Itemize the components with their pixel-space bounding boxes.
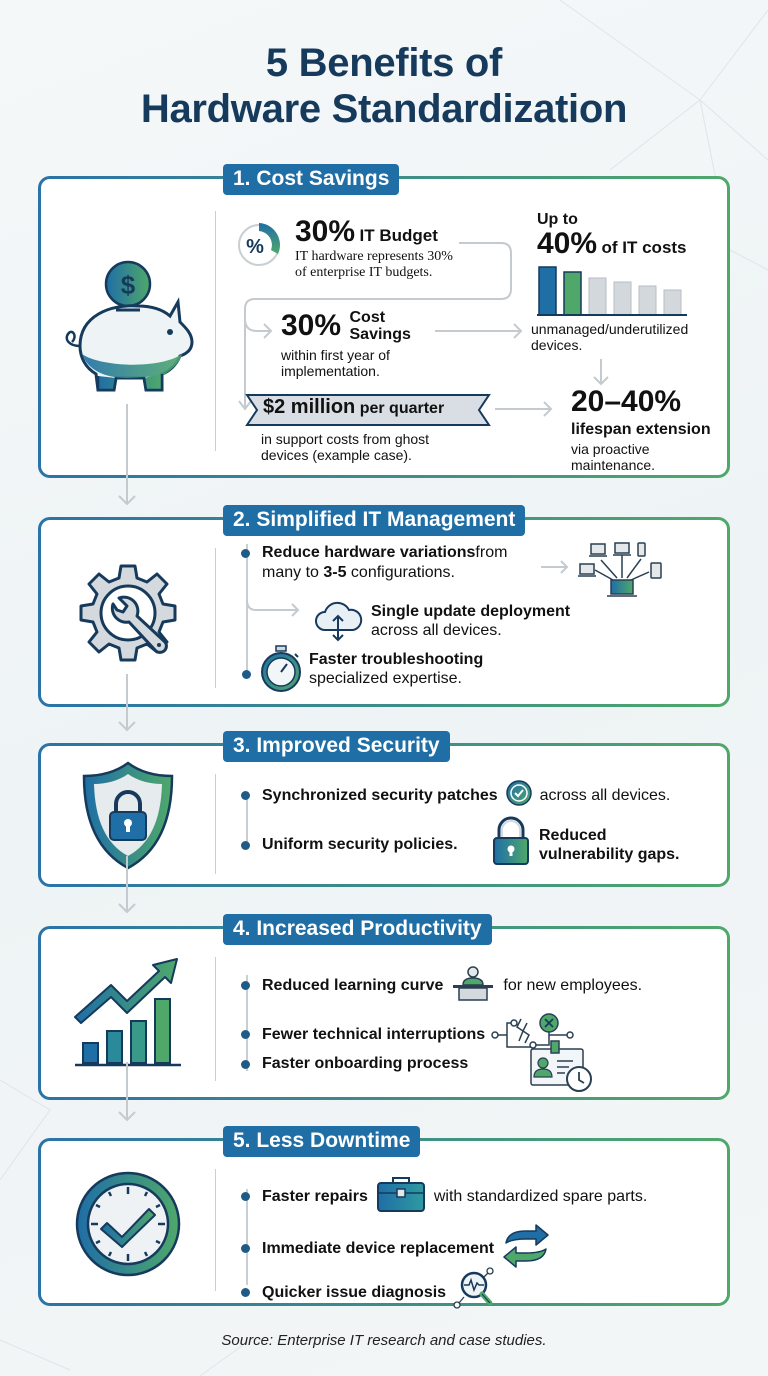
toolbox-icon xyxy=(376,1175,426,1218)
bullet-dot xyxy=(241,1060,250,1069)
magnifier-pulse-icon xyxy=(452,1267,500,1318)
id-badge-clock-icon xyxy=(529,1039,599,1099)
bullet-dot xyxy=(242,670,251,679)
divider xyxy=(215,957,216,1081)
bullet-dot xyxy=(241,1192,250,1201)
check-circle-icon xyxy=(506,780,532,811)
percent-icon xyxy=(233,219,285,275)
stopwatch-icon xyxy=(259,644,303,698)
section-improved-security xyxy=(38,734,730,887)
list-item: Uniform security policies. xyxy=(241,836,458,854)
svg-text:$: $ xyxy=(120,270,136,300)
unmanaged-prefix: Up to xyxy=(537,211,578,228)
divider xyxy=(215,774,216,874)
bullet-dot xyxy=(241,1244,250,1253)
section-simplified-it-management xyxy=(38,508,730,707)
section-title: 3. Improved Security xyxy=(223,731,450,762)
section-title: 1. Cost Savings xyxy=(223,164,399,195)
gear-wrench-icon xyxy=(41,540,215,690)
lifespan-stat: 20–40% xyxy=(571,385,682,418)
cost-savings-stat: 30% Cost Savings xyxy=(281,309,411,343)
divider xyxy=(215,1169,216,1291)
bullet-dot xyxy=(241,791,250,800)
section-title: 5. Less Downtime xyxy=(223,1126,420,1157)
it-budget-desc: IT hardware represents 30% of enterprise IT budgets. xyxy=(295,249,453,280)
it-budget-stat: 30% IT Budget xyxy=(295,215,438,248)
title-line-2: Hardware Standardization xyxy=(140,87,628,131)
cloud-sync-icon xyxy=(313,600,363,646)
cost-savings-desc: within first year of implementation. xyxy=(281,347,390,379)
section-cost-savings: 1. Cost Savings $ % 30% IT Budget IT hardware represents 30% of enterprise IT budgets. 30% Cost Savings within first year of implementation. $2 million per quarter in support costs from ghost devices (example case). Up to 40% of IT costs unmanaged/underutilized devices. 20–40% lifespan extension via proactive maintenance. xyxy=(38,176,730,478)
swap-arrows-icon xyxy=(502,1223,550,1274)
padlock-icon xyxy=(491,816,531,870)
lifespan-label: lifespan extension xyxy=(571,421,711,438)
branch-arrow xyxy=(246,600,306,620)
title-line-1: 5 Benefits of xyxy=(265,41,503,85)
section-less-downtime xyxy=(38,1129,730,1306)
source-note: Source: Enterprise IT research and case studies. xyxy=(221,1332,547,1349)
divider xyxy=(215,211,216,451)
list-item: Reduced learning curve for new employees. xyxy=(241,965,642,1006)
down-arrow-icon xyxy=(117,1062,137,1124)
clock-check-icon xyxy=(41,1149,215,1299)
bullet-dot xyxy=(241,841,250,850)
ghost-cost-desc: in support costs from ghost devices (example case). xyxy=(261,431,430,463)
trainer-desk-icon xyxy=(451,965,495,1006)
bullet-dot xyxy=(241,1030,250,1039)
page-title xyxy=(0,40,768,132)
list-item: Faster repairs with standardized spare parts. xyxy=(241,1175,647,1218)
down-arrow-icon xyxy=(117,674,137,734)
section-increased-productivity xyxy=(38,917,730,1100)
reduced-gaps-text: Reduced vulnerability gaps. xyxy=(539,827,680,863)
lifespan-desc: via proactive maintenance. xyxy=(571,441,656,473)
list-item: Quicker issue diagnosis xyxy=(241,1267,500,1318)
down-arrow-icon xyxy=(117,856,137,916)
bullet-dot xyxy=(241,549,250,558)
list-item: Faster onboarding process xyxy=(241,1055,468,1073)
unmanaged-stat: 40% of IT costs xyxy=(537,227,687,260)
list-item: Single update deployment across all devices. xyxy=(371,603,571,639)
devices-network-icon xyxy=(577,542,669,606)
list-item: Reduce hardware variations from xyxy=(241,544,507,562)
unmanaged-desc: unmanaged/underutilized devices. xyxy=(531,321,689,353)
list-item: Immediate device replacement xyxy=(241,1223,550,1274)
section-title: 2. Simplified IT Management xyxy=(223,505,525,536)
list-item: Faster troubleshooting specialized expertise. xyxy=(309,651,484,687)
divider xyxy=(215,548,216,688)
list-item-continued: many to 3-5 configurations. xyxy=(262,564,455,581)
list-item: Fewer technical interruptions xyxy=(241,1011,575,1058)
svg-text:%: % xyxy=(246,236,264,258)
list-item: Synchronized security patches across all devices. xyxy=(241,780,670,811)
arrow-right-icon xyxy=(541,560,571,574)
cost-bar-chart xyxy=(537,265,687,321)
down-arrow-icon xyxy=(117,404,137,514)
section-title: 4. Increased Productivity xyxy=(223,914,492,945)
bullet-dot xyxy=(241,981,250,990)
bullet-dot xyxy=(241,1288,250,1297)
